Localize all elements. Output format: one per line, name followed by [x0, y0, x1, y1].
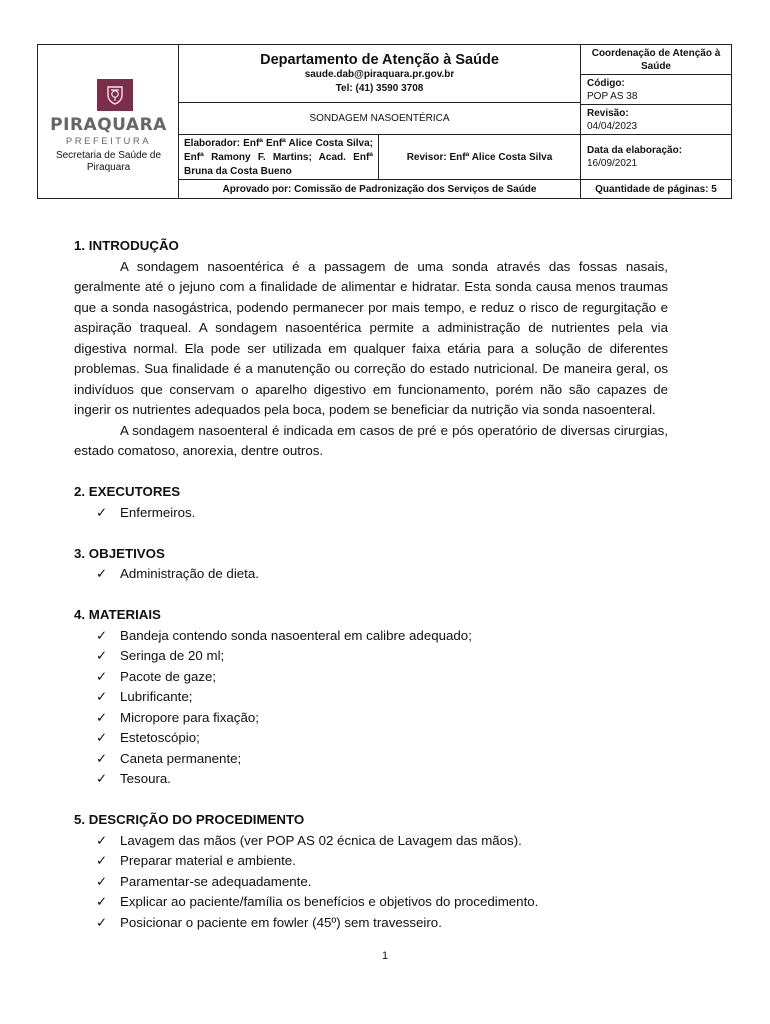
section-title: 2. EXECUTORES — [74, 484, 181, 499]
aprovado-por: Aprovado por: Comissão de Padronização dos Serviços de Saúde — [179, 180, 581, 198]
list-item-text: Enfermeiros. — [120, 504, 196, 520]
department-cell — [179, 45, 581, 103]
list-item-text: Lavagem das mãos (ver POP AS 02 écnica de Lavagem das mãos). — [120, 832, 522, 848]
materiais-list — [74, 626, 668, 790]
section-title: 1. INTRODUÇÃO — [74, 238, 179, 253]
document-header-table — [37, 44, 732, 199]
list-item — [96, 769, 668, 790]
data-elaboracao-value: 16/09/2021 — [587, 158, 638, 169]
section-title: 5. DESCRIÇÃO DO PROCEDIMENTO — [74, 812, 305, 827]
checkmark-icon: ✓ — [96, 566, 108, 581]
data-elaboracao-cell — [581, 135, 731, 180]
department-title: Departamento de Atenção à Saúde — [260, 52, 499, 68]
checkmark-icon: ✓ — [96, 730, 108, 745]
list-item — [96, 851, 668, 872]
logo-subtitle: PREFEITURA — [65, 136, 152, 147]
list-item-text: Preparar material e ambiente. — [120, 853, 296, 868]
list-item — [96, 872, 668, 893]
checkmark-icon: ✓ — [96, 750, 108, 766]
document-body — [74, 236, 668, 933]
page-number: 1 — [381, 950, 389, 962]
list-item-text: Explicar ao paciente/família os benefícios e objetivos do procedimento. — [120, 894, 539, 909]
codigo-label: Código: — [587, 78, 625, 89]
list-item — [96, 708, 668, 729]
procedimento-list — [74, 831, 668, 934]
checkmark-icon: ✓ — [96, 894, 108, 909]
data-elaboracao-label: Data da elaboração: — [587, 145, 683, 156]
checkmark-icon: ✓ — [96, 689, 108, 704]
list-item-text: Bandeja contendo sonda nasoenteral em calibre adequado; — [120, 627, 472, 643]
intro-paragraph-1: A sondagem nasoentérica é a passagem de uma sonda através das fossas nasais, geralmente até o jejuno com a finalidade de alimentar e hidratar. Esta sonda causa menos traumas que a sonda nasogástrica, podendo permanecer por mais tempo, e reduz o risco de regurgitação e aspiração traqueal. A sondagem nasoentérica permite a administração de nutrientes pela via digestiva normal. Ela pode ser utilizada em qualquer faixa etária para a solução de diferentes problemas. Sua finalidade é a manutenção ou correção do estado nutricional. De maneira geral, os indivíduos que conservam o aparelho digestivo em funcionamento, porém não são capazes de ingerir os nutrientes adequados pela boca, podem se beneficiar da nutrição via sonda nasoenteral. — [74, 258, 668, 417]
revisao-label: Revisão: — [587, 108, 629, 119]
checkmark-icon: ✓ — [96, 873, 108, 889]
checkmark-icon: ✓ — [96, 914, 108, 930]
checkmark-icon: ✓ — [96, 771, 108, 786]
logo-cell — [38, 45, 179, 198]
codigo-value: POP AS 38 — [587, 91, 638, 102]
department-phone: Tel: (41) 3590 3708 — [335, 83, 424, 94]
revisao-value: 04/04/2023 — [587, 121, 638, 132]
list-item — [96, 646, 668, 667]
list-item-text: Estetoscópio; — [120, 730, 200, 745]
checkmark-icon: ✓ — [96, 853, 108, 868]
list-item-text: Lubrificante; — [120, 689, 193, 704]
checkmark-icon: ✓ — [96, 668, 108, 684]
list-item — [96, 728, 668, 749]
secretaria-name: Secretaria de Saúde de Piraquara — [55, 150, 162, 173]
list-item-text: Caneta permanente; — [120, 750, 242, 766]
list-item — [96, 503, 668, 524]
checkmark-icon: ✓ — [96, 504, 108, 520]
revisao-cell — [581, 105, 731, 135]
quantidade-paginas: Quantidade de páginas: 5 — [595, 183, 717, 195]
department-email: saude.dab@piraquara.pr.gov.br — [304, 69, 455, 80]
checkmark-icon: ✓ — [96, 709, 108, 725]
list-item-text: Micropore para fixação; — [120, 709, 259, 725]
list-item — [96, 749, 668, 770]
list-item-text: Administração de dieta. — [120, 566, 259, 581]
list-item-text: Paramentar-se adequadamente. — [120, 873, 312, 889]
intro-paragraph-2: A sondagem nasoenteral é indicada em casos de pré e pós operatório de diversas cirurgias, estado comatoso, anorexia, dentre outros. — [74, 422, 668, 458]
coordenacao: Coordenação de Atenção à Saúde — [581, 45, 731, 75]
city-crest-logo — [97, 79, 133, 111]
revisor: Revisor: Enfª Alice Costa Silva — [379, 135, 581, 180]
codigo-cell — [581, 75, 731, 105]
list-item — [96, 667, 668, 688]
elaborador: Elaborador: Enfª Enfª Alice Costa Silva; Enfª Ramony F. Martins; Acad. Enfª Bruna da Costa Bueno — [179, 135, 379, 180]
logo-wordmark: PIRAQUARA — [50, 115, 167, 135]
list-item — [96, 831, 668, 852]
section-title: 4. MATERIAIS — [74, 607, 161, 622]
list-item-text: Pacote de gaze; — [120, 668, 217, 684]
list-item — [96, 564, 668, 585]
list-item — [96, 687, 668, 708]
objetivos-list — [74, 564, 668, 585]
section-title: 3. OBJETIVOS — [74, 545, 165, 561]
list-item-text: Posicionar o paciente em fowler (45º) sem travesseiro. — [120, 914, 442, 930]
checkmark-icon: ✓ — [96, 832, 108, 848]
executores-list — [74, 503, 668, 524]
crest-icon — [104, 84, 126, 106]
list-item — [96, 913, 668, 934]
list-item-text: Seringa de 20 ml; — [120, 648, 225, 663]
checkmark-icon: ✓ — [96, 648, 108, 663]
list-item-text: Tesoura. — [120, 771, 171, 786]
checkmark-icon: ✓ — [96, 627, 108, 643]
list-item — [96, 892, 668, 913]
procedure-name: SONDAGEM NASOENTÉRICA — [179, 103, 581, 135]
list-item — [96, 626, 668, 647]
